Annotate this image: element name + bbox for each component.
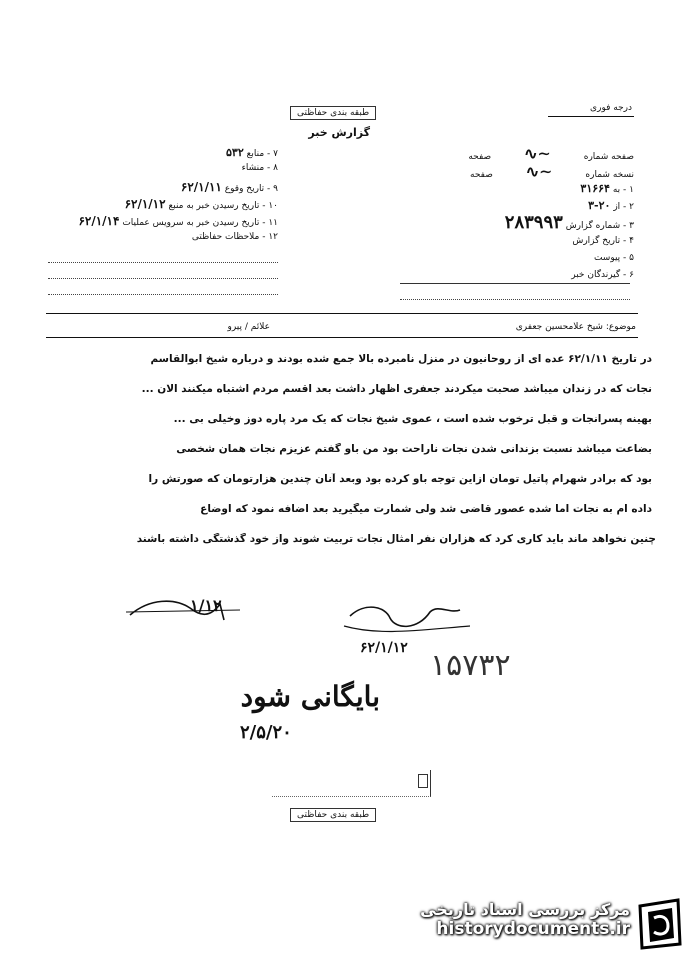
archive-note: بایگانی شود [240, 680, 380, 713]
degree-label: درجه فوری [590, 103, 632, 113]
classification-box-bottom: طبقه بندی حفاظتی [290, 808, 376, 822]
body-line: بود که برادر شهرام پاتیل تومان ازاین توجه باو کرده بود وبعد آنان چندین هزارتومان که صورتش را [148, 473, 652, 485]
handwritten-number: ۱۵۷۳۲ [430, 648, 511, 683]
signature-center [330, 596, 490, 640]
separator-line [46, 313, 638, 314]
right-field-attachment: ۵ - پیوست [593, 253, 634, 263]
handwritten-date-left: ۱/۱۲ [190, 596, 222, 615]
body-line: چنین نخواهد ماند باید کاری کرد که هزاران نفر امثال نجات تربیت شوند واز خود گذشتگی داشته باشند [136, 533, 656, 545]
right-field-recipients: ۶ - گیرندگان خبر [571, 270, 634, 280]
left-field-received-source: ۱۰ - تاریخ رسیدن خبر به منبع ۶۲/۱/۱۲ [124, 197, 278, 211]
form-title: گزارش خبر [308, 126, 370, 139]
left-field-origin: ۸ - منشاء [241, 163, 278, 173]
separator-line [46, 337, 638, 338]
dotted-line [48, 294, 278, 295]
body-line: داده ام به نجات اما شده عصور قاضی شد ولی شمارت میگیرید بعد اضافه نمود که اوضاع [200, 503, 652, 515]
right-field-copy-number: نسخه شماره ∽∿ صفحه [470, 162, 634, 181]
handwritten-date-center: ۶۲/۱/۱۲ [360, 640, 408, 656]
body-line: نجات که در زندان میباشد صحبت میکردند جعفری اظهار داشت بعد اقسم مردم اشتباه میکنند الان ... [141, 383, 652, 395]
left-field-event-date: ۹ - تاریخ وقوع ۶۲/۱/۱۱ [180, 180, 278, 194]
right-field-page-number: صفحه شماره ∽∿ صفحه [468, 144, 634, 163]
right-field-report-date: ۴ - تاریخ گزارش [572, 236, 634, 246]
dotted-line [48, 278, 278, 279]
left-field-received-ops: ۱۱ - تاریخ رسیدن خبر به سرویس عملیات ۶۲/۱/۱۴ [78, 214, 278, 228]
watermark-logo-icon [634, 896, 686, 952]
watermark-url: historydocuments.ir [436, 919, 630, 939]
stamp-mark [418, 774, 428, 788]
watermark-title: مرکز بررسی اسناد تاریخی [420, 900, 630, 919]
divider [548, 116, 634, 117]
body-line: بهینه پسرانجات و قبل ترخوب شده است ، عموی شیخ نجات که یک مرد پاره دوز وخیلی بی ... [173, 413, 652, 425]
archive-date: ۲/۵/۲۰ [240, 722, 292, 743]
watermark [400, 896, 630, 952]
right-field-report-number: ۳ - شماره گزارش ۲۸۳۹۹۳ [504, 212, 634, 233]
reference-label: علائم / پیرو [227, 322, 270, 332]
left-field-notes: ۱۲ - ملاحظات حفاظتی [191, 232, 278, 242]
divider [400, 283, 630, 284]
right-field-to: ۱ - به ۳۱۶۶۴ [580, 182, 634, 195]
body-line: در تاریخ ۶۲/۱/۱۱ عده ای از روحانیون در منزل نامبرده بالا جمع شده بودند و درباره شیخ ابوالقاسم [150, 353, 652, 365]
classification-box-top: طبقه بندی حفاظتی [290, 106, 376, 120]
stamp-outline [272, 770, 431, 797]
subject-label: موضوع: شیخ علامحسین جعفری [515, 322, 636, 332]
dotted-line [48, 262, 278, 263]
dotted-line [400, 299, 630, 300]
left-field-sources: ۷ - منابع ۵۳۲ [226, 146, 278, 159]
right-field-from: ۲ - از ۲۰-۳ [588, 199, 634, 212]
body-line: بضاعت میباشد نسبت بزندانی شدن نجات ناراحت بود من باو گفتم عزیزم نجات همان شخصی [176, 443, 652, 455]
